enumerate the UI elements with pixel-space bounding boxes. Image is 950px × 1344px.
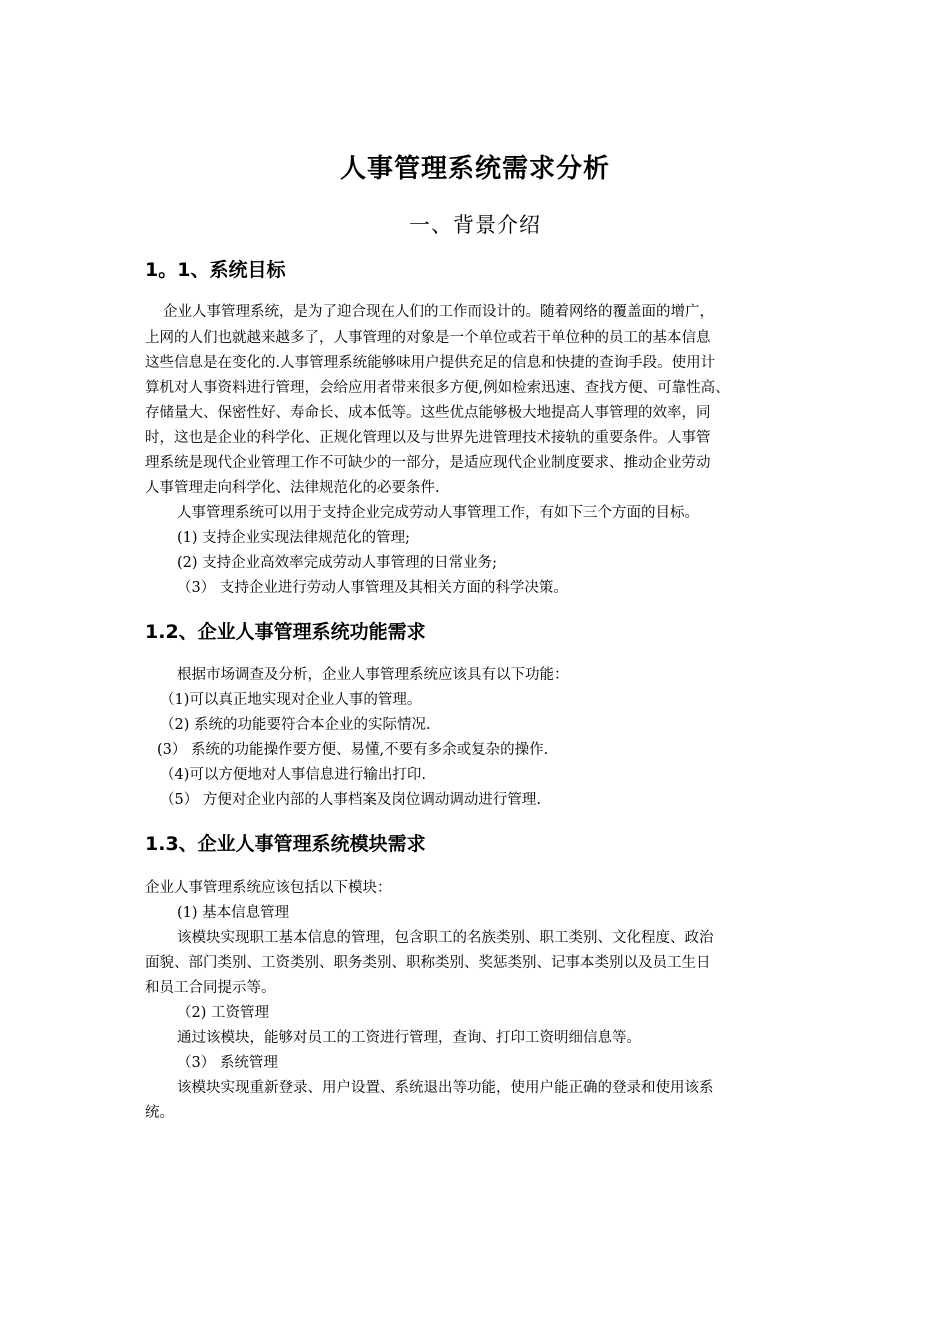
list-item: （1)可以真正地实现对企业人事的管理。 xyxy=(160,692,422,708)
paragraph-line: 人事管理走向科学化、法律规范化的必要条件. xyxy=(145,480,440,496)
paragraph-line: 企业人事管理系统应该包括以下模块： xyxy=(145,880,392,896)
paragraph-line: 面貌、部门类别、工资类别、职务类别、职称类别、奖惩类别、记事本类别以及员工生日 xyxy=(145,955,711,971)
list-item: （5） 方便对企业内部的人事档案及岗位调动调动进行管理. xyxy=(160,792,541,808)
paragraph-line: 算机对人事资料进行管理，会给应用者带来很多方便,例如检索迅速、查找方便、可靠性高、 xyxy=(145,380,730,396)
paragraph-line: 理系统是现代企业管理工作不可缺少的一部分，是适应现代企业制度要求、推动企业劳动 xyxy=(145,455,711,471)
paragraph-line: 企业人事管理系统，是为了迎合现在人们的工作而设计的。随着网络的覆盖面的增广， xyxy=(163,304,714,320)
paragraph-line: 人事管理系统可以用于支持企业完成劳动人事管理工作，有如下三个方面的目标。 xyxy=(177,505,699,521)
paragraph-line: 时，这也是企业的科学化、正规化管理以及与世界先进管理技术接轨的重要条件。人事管 xyxy=(145,430,711,446)
list-item: (3） 系统的功能操作要方便、易懂,不要有多余或复杂的操作. xyxy=(157,742,549,758)
list-item: (2) 支持企业高效率完成劳动人事管理的日常业务; xyxy=(177,555,498,571)
heading-function-requirements: 1.2、企业人事管理系统功能需求 xyxy=(145,621,426,643)
heading-system-goals: 1。1、系统目标 xyxy=(145,259,286,281)
paragraph-line: 上网的人们也就越来越多了，人事管理的对象是一个单位或若干单位种的员工的基本信息 xyxy=(145,330,711,346)
module-title: (1) 基本信息管理 xyxy=(177,905,290,921)
heading-module-requirements: 1.3、企业人事管理系统模块需求 xyxy=(145,833,426,855)
paragraph-line: 该模块实现重新登录、用户设置、系统退出等功能，使用户能正确的登录和使用该系 xyxy=(177,1080,714,1096)
list-item: （4)可以方便地对人事信息进行输出打印. xyxy=(160,767,426,783)
list-item: （2) 系统的功能要符合本企业的实际情况. xyxy=(160,717,431,733)
module-title: （3） 系统管理 xyxy=(177,1055,278,1071)
section-heading: 一、背景介绍 xyxy=(409,213,541,237)
paragraph-line: 统。 xyxy=(145,1105,174,1121)
paragraph-line: 和员工合同提示等。 xyxy=(145,980,276,996)
paragraph-line: 该模块实现职工基本信息的管理，包含职工的名族类别、职工类别、文化程度、政治 xyxy=(177,930,714,946)
list-item: （3） 支持企业进行劳动人事管理及其相关方面的科学决策。 xyxy=(177,580,568,596)
paragraph-line: 通过该模块，能够对员工的工资进行管理，查询、打印工资明细信息等。 xyxy=(177,1030,641,1046)
module-title: （2) 工资管理 xyxy=(177,1005,269,1021)
document-title: 人事管理系统需求分析 xyxy=(339,154,610,184)
paragraph-line: 根据市场调查及分析，企业人事管理系统应该具有以下功能： xyxy=(177,667,569,683)
paragraph-line: 这些信息是在变化的.人事管理系统能够味用户提供充足的信息和快捷的查询手段。使用计 xyxy=(145,355,716,371)
list-item: (1) 支持企业实现法律规范化的管理; xyxy=(177,530,411,546)
paragraph-line: 存储量大、保密性好、寿命长、成本低等。这些优点能够极大地提高人事管理的效率，同 xyxy=(145,405,711,421)
